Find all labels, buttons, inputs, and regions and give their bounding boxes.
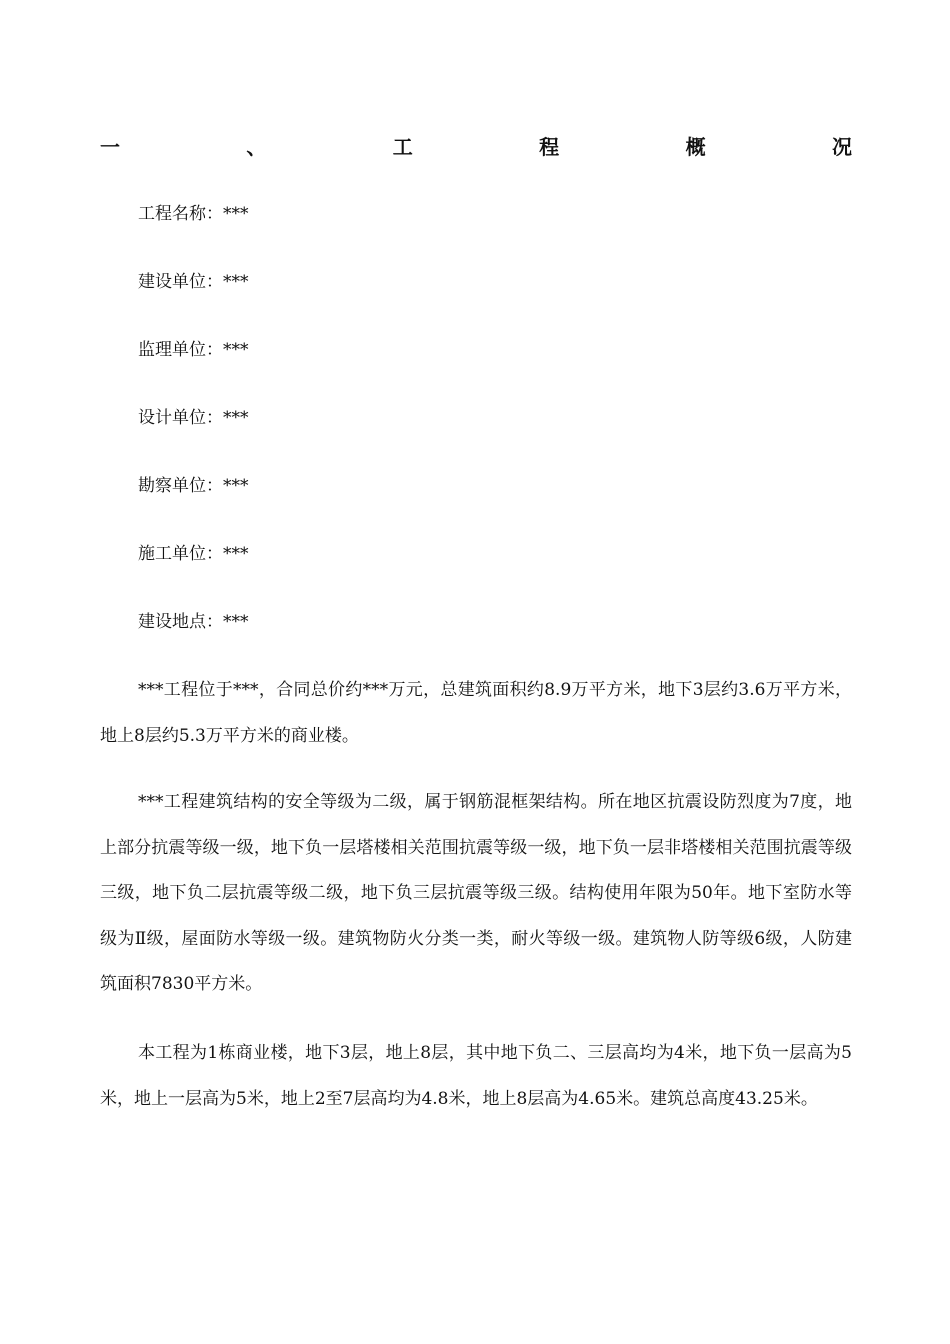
site-location-line: 建设地点：*** (138, 612, 249, 632)
heading-char: 、 (246, 135, 267, 159)
heading-char: 概 (685, 135, 706, 159)
construction-unit-line: 建设单位：*** (138, 272, 249, 292)
heading-char: 工 (392, 135, 413, 159)
design-unit-line: 设计单位：*** (138, 408, 249, 428)
heading-char: 一 (100, 135, 120, 159)
floors-paragraph: 本工程为1栋商业楼，地下3层，地上8层，其中地下负二、三层高均为4米，地下负一层高为5米，地上一层高为5米，地上2至7层高均为4.8米，地上8层高为4.65米。建筑总高度43.25米。 (100, 1043, 852, 1109)
section-heading (100, 132, 852, 162)
heading-char: 况 (831, 135, 852, 159)
overview-paragraph: ***工程位于***，合同总价约***万元，总建筑面积约8.9万平方米，地下3层约3.6万平方米，地上8层约5.3万平方米的商业楼。 (100, 680, 852, 746)
builder-unit-line: 施工单位：*** (138, 544, 249, 564)
structure-paragraph: ***工程建筑结构的安全等级为二级，属于钢筋混框架结构。所在地区抗震设防烈度为7度，地上部分抗震等级一级，地下负一层塔楼相关范围抗震等级一级，地下负一层非塔楼相关范围抗震等级三级，地下负二层抗震等级二级，地下负三层抗震等级三级。结构使用年限为50年。地下室防水等级为Ⅱ级，屋面防水等级一级。建筑物防火分类一类，耐火等级一级。建筑物人防等级6级，人防建筑面积7830平方米。 (100, 792, 852, 994)
project-name-line: 工程名称：*** (138, 204, 249, 224)
survey-unit-line: 勘察单位：*** (138, 476, 249, 496)
heading-char: 程 (539, 135, 560, 159)
supervision-unit-line: 监理单位：*** (138, 340, 249, 360)
